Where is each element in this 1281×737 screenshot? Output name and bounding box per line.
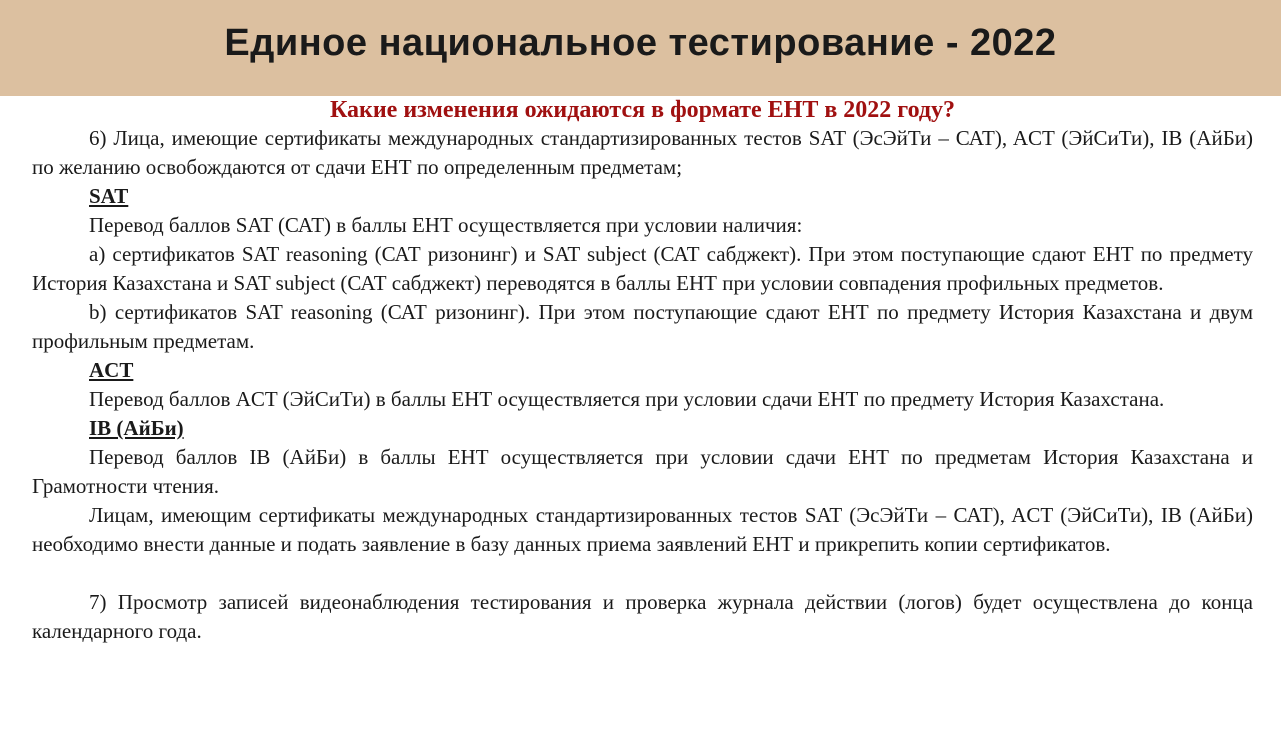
sat-intro: Перевод баллов SAT (САТ) в баллы ЕНТ осуществляется при условии наличия: bbox=[89, 213, 803, 237]
page-title: Единое национальное тестирование - 2022 bbox=[224, 21, 1057, 64]
ib-heading: IB (АйБи) bbox=[89, 416, 184, 440]
spacer bbox=[32, 559, 1253, 588]
persons-paragraph: Лицам, имеющим сертификаты международных стандартизированных тестов SAT (ЭсЭйТи – САТ), ACT (ЭйСиТи), IB (АйБи) необходимо внести данные и подать заявление в базу данных приема заявлений ЕНТ и прикрепить копии сертификатов. bbox=[32, 503, 1253, 556]
sat-item-b: b) сертификатов SAT reasoning (САТ ризонинг). При этом поступающие сдают ЕНТ по предмету История Казахстана и двум профильным предметам. bbox=[32, 300, 1253, 353]
ib-text: Перевод баллов IB (АйБи) в баллы ЕНТ осуществляется при условии сдачи ЕНТ по предметам История Казахстана и Грамотности чтения. bbox=[32, 445, 1253, 498]
title-bar bbox=[0, 0, 1281, 96]
sat-heading: SAT bbox=[89, 184, 129, 208]
paragraph-6: 6) Лица, имеющие сертификаты международных стандартизированных тестов SAT (ЭсЭйТи – САТ), ACT (ЭйСиТи), IB (АйБи) по желанию освобождаются от сдачи ЕНТ по определенным предметам; bbox=[32, 126, 1253, 179]
sat-item-a: а) сертификатов SAT reasoning (САТ ризонинг) и SAT subject (САТ сабджект). При этом поступающие сдают ЕНТ по предмету История Казахстана и SAT subject (САТ сабджект) переводятся в баллы ЕНТ при условии совпадения профильных предметов. bbox=[32, 242, 1253, 295]
paragraph-7: 7) Просмотр записей видеонаблюдения тестирования и проверка журнала действии (логов) будет осуществлена до конца календарного года. bbox=[32, 590, 1253, 643]
slide-content bbox=[32, 96, 1253, 646]
act-text: Перевод баллов ACT (ЭйСиТи) в баллы ЕНТ осуществляется при условии сдачи ЕНТ по предмету История Казахстана. bbox=[89, 387, 1165, 411]
subtitle: Какие изменения ожидаются в формате ЕНТ в 2022 году? bbox=[329, 97, 956, 123]
act-heading: ACT bbox=[89, 358, 134, 382]
